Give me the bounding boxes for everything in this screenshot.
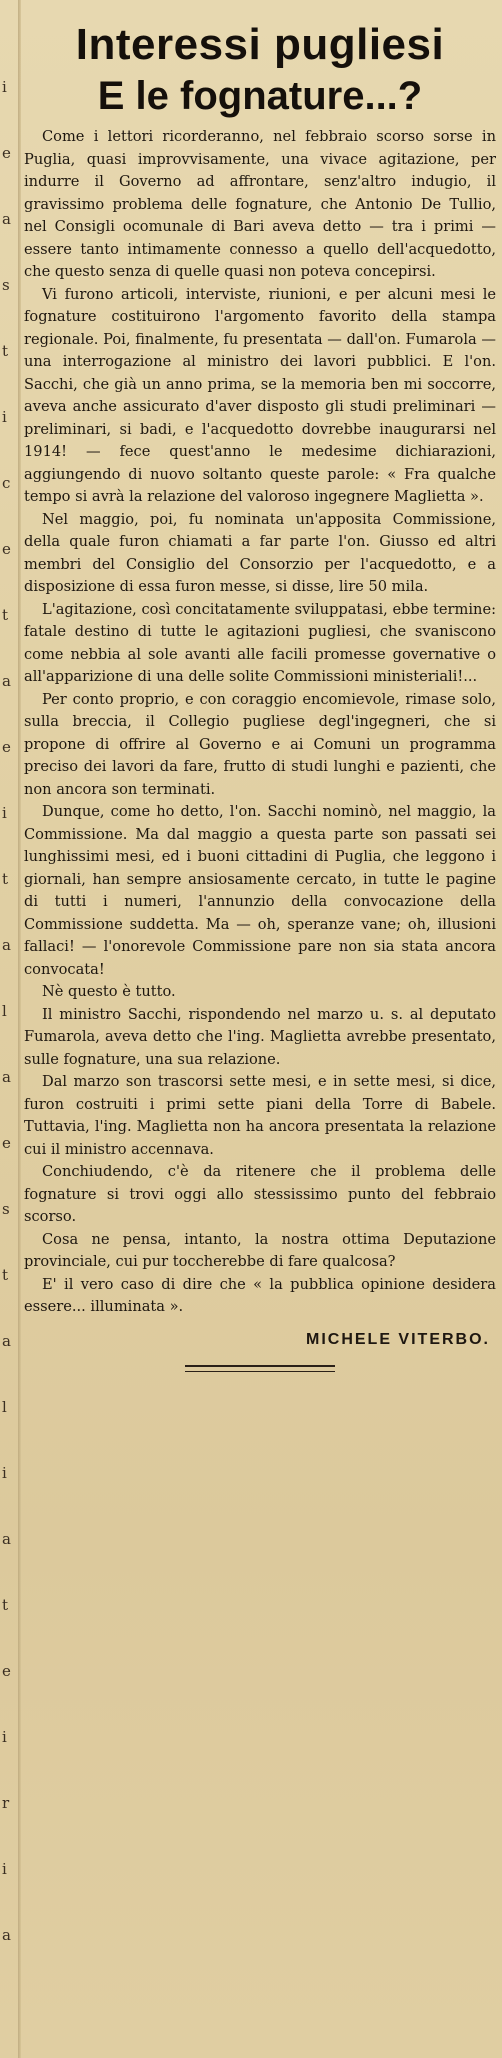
article-paragraph: Conchiudendo, c'è da ritenere che il problema delle fognature si trovi oggi allo stessissimo punto del febbraio scorso. xyxy=(24,1163,496,1225)
subheadline: E le fognature...? xyxy=(97,74,423,118)
article-paragraph: Come i lettori ricorderanno, nel febbraio scorso sorse in Puglia, quasi improvvisamente, una vivace agitazione, per indurre il Governo ad affrontare, senz'altro indugio, il gravissimo problema delle fognature, che Antonio De Tullio, nel Consigli ocomunale di Bari aveva detto — tra i primi — essere tanto intimamente connesso a quello dell'acquedotto, che questo senza di quelle quasi non poteva concepirsi. xyxy=(24,128,496,280)
margin-fragment: t xyxy=(2,1266,9,1284)
margin-fragment: t xyxy=(2,342,9,360)
margin-fragment: t xyxy=(2,1596,9,1614)
margin-fragment: i xyxy=(2,78,7,96)
margin-fragment: a xyxy=(2,1530,11,1548)
page-fold-shadow xyxy=(18,0,21,2058)
article-paragraph: Nè questo è tutto. xyxy=(42,983,176,1000)
margin-fragment: i xyxy=(2,804,7,822)
margin-fragment: i xyxy=(2,408,7,426)
margin-fragment: i xyxy=(2,1464,7,1482)
article-paragraph: Dal marzo son trascorsi sette mesi, e in sette mesi, si dice, furon costruiti i primi sette piani della Torre di Babele. Tuttavia, l'ing. Maglietta non ha ancora presentata la relazione cui il ministro accennava. xyxy=(24,1073,496,1158)
article-paragraph: Cosa ne pensa, intanto, la nostra ottima Deputazione provinciale, cui pur toccherebbe di fare qualcosa? xyxy=(24,1230,496,1270)
headline: Interessi pugliesi xyxy=(75,20,445,69)
margin-fragment: e xyxy=(2,144,11,162)
margin-fragment: l xyxy=(2,1002,7,1020)
adjacent-column-fragments xyxy=(0,0,16,2058)
article-paragraph: Nel maggio, poi, fu nominata un'apposita Commissione, della quale furon chiamati a far parte l'on. Giusso ed altri membri del Consiglio del Consorzio per l'acquedotto, e a disposizione di essa furon messe, si disse, lire 50 mila. xyxy=(24,510,496,595)
article xyxy=(24,20,496,1372)
article-paragraph: L'agitazione, così concitatamente sviluppatasi, ebbe termine: fatale destino di tutte le agitazioni pugliesi, che svaniscono come nebbia al sole avanti alle facili promesse governative o all'apparizione di una delle solite Commissioni ministeriali!... xyxy=(24,600,496,685)
margin-fragment: c xyxy=(2,474,11,492)
margin-fragment: t xyxy=(2,870,9,888)
margin-fragment: a xyxy=(2,1068,11,1086)
margin-fragment: a xyxy=(2,936,11,954)
margin-fragment: r xyxy=(2,1794,10,1812)
margin-fragment: e xyxy=(2,738,11,756)
margin-fragment: a xyxy=(2,672,11,690)
margin-fragment: s xyxy=(2,276,10,294)
margin-fragment: e xyxy=(2,1662,11,1680)
article-paragraph: Per conto proprio, e con coraggio encomievole, rimase solo, sulla breccia, il Collegio pugliese degl'ingegneri, che si propone di offrire al Governo e ai Comuni un programma preciso dei lavori da fare, frutto di studi lunghi e pazienti, che non ancora son terminati. xyxy=(24,690,496,798)
margin-fragment: t xyxy=(2,606,9,624)
article-paragraph: Dunque, come ho detto, l'on. Sacchi nominò, nel maggio, la Commissione. Ma dal maggio a questa parte son passati sei lunghissimi mesi, ed i buoni cittadini di Puglia, che leggono i giornali, han sempre ansiosamente cercato, in tutte le pagine di tutti i numeri, l'annunzio della convocazione della Commissione suddetta. Ma — oh, speranze vane; oh, illusioni fallaci! — l'onorevole Commissione pare non sia stata ancora convocata! xyxy=(24,803,496,978)
margin-fragment: e xyxy=(2,1134,11,1152)
article-paragraph: Vi furono articoli, interviste, riunioni, e per alcuni mesi le fognature costituirono l'argomento favorito della stampa regionale. Poi, finalmente, fu presentata — dall'on. Fumarola — una interrogazione al ministro dei lavori pubblici. E l'on. Sacchi, che già un anno prima, se la memoria ben mi soccorre, aveva anche assicurato d'aver disposto gli studi preliminari — preliminari, si badi, e l'acquedotto dovrebbe inaugurarsi nel 1914! — fece quest'anno le medesime dichiarazioni, aggiungendo di nuovo soltanto queste parole: « Fra qualche tempo si avrà la relazione del valoroso ingegnere Maglietta ». xyxy=(24,285,496,505)
article-paragraph: E' il vero caso di dire che « la pubblica opinione desidera essere... illuminata ». xyxy=(24,1275,496,1315)
margin-fragment: i xyxy=(2,1860,7,1878)
margin-fragment: a xyxy=(2,1332,11,1350)
margin-fragment: a xyxy=(2,1926,11,1944)
margin-fragment: a xyxy=(2,210,11,228)
article-body xyxy=(24,126,496,1319)
article-paragraph: Il ministro Sacchi, rispondendo nel marzo u. s. al deputato Fumarola, aveva detto che l'ing. Maglietta avrebbe presentato, sulle fognature, una sua relazione. xyxy=(24,1005,496,1068)
byline: MICHELE VITERBO. xyxy=(305,1330,490,1348)
margin-fragment: l xyxy=(2,1398,7,1416)
margin-fragment: i xyxy=(2,1728,7,1746)
margin-fragment: s xyxy=(2,1200,10,1218)
margin-fragment: e xyxy=(2,540,11,558)
closing-rule xyxy=(185,1365,335,1372)
